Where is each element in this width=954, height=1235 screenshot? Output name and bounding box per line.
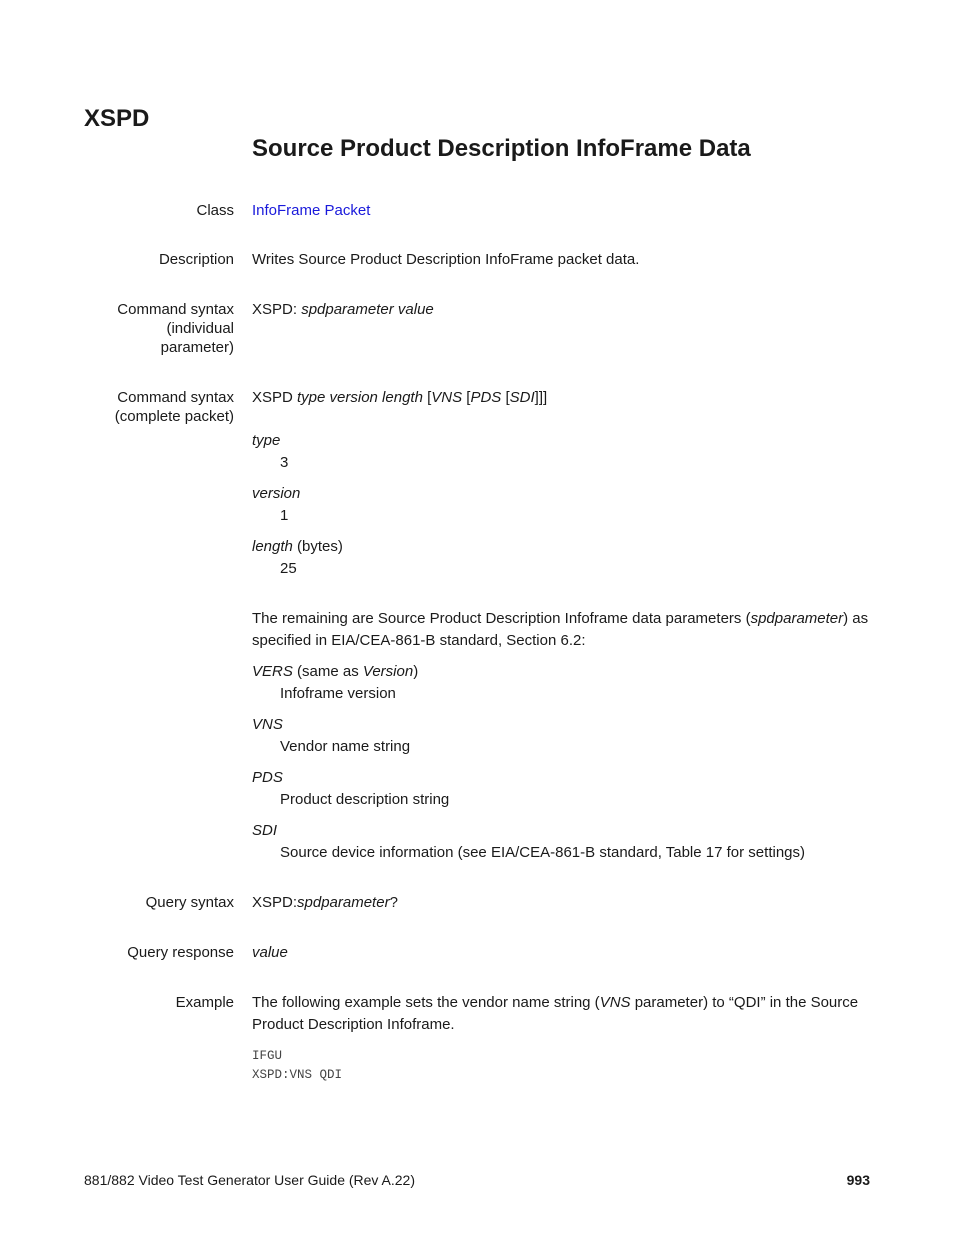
field-type — [252, 430, 872, 473]
query-syntax — [252, 892, 872, 914]
syntax-part: [ — [462, 389, 471, 406]
param-name: VNS — [252, 716, 283, 733]
syntax-part: ]]] — [534, 389, 548, 406]
syntax-part: type version length — [297, 389, 423, 406]
field-name: length — [252, 538, 293, 555]
label-line: Command syntax — [117, 389, 234, 406]
syntax-part: PDS — [470, 389, 502, 406]
field-suffix: (bytes) — [292, 538, 343, 555]
query-arg: spdparameter — [297, 894, 390, 911]
param-desc: Infoframe version — [280, 684, 396, 702]
label-query-syntax: Query syntax — [145, 894, 234, 911]
syntax-individual — [252, 299, 872, 321]
label-line: parameter) — [160, 339, 234, 356]
example-param: VNS — [599, 994, 631, 1011]
syntax-arg: spdparameter value — [301, 301, 434, 318]
remaining-post: ) as specified in EIA/CEA-861-B standard, Section 6.2: — [252, 610, 869, 649]
param-pds — [252, 767, 872, 810]
example-code — [252, 1047, 872, 1085]
param-vers — [252, 661, 872, 704]
page-title: Source Product Description InfoFrame Data — [252, 135, 751, 162]
param-mid: (same as — [292, 663, 363, 680]
example-pre: The following example sets the vendor name string ( — [252, 994, 600, 1011]
label-line: Command syntax — [117, 301, 234, 318]
class-row — [252, 200, 872, 222]
param-vns — [252, 714, 872, 757]
label-line: (complete packet) — [114, 408, 234, 425]
label-class: Class — [196, 202, 234, 219]
query-cmd: XSPD: — [252, 894, 298, 911]
query-response-value: value — [252, 944, 288, 961]
field-value: 1 — [280, 506, 289, 524]
query-end: ? — [389, 894, 398, 911]
param-name: PDS — [252, 769, 283, 786]
code-line: IFGU — [252, 1049, 283, 1063]
param-end: ) — [413, 663, 419, 680]
footer-guide-title: 881/882 Video Test Generator User Guide (Rev A.22) — [84, 1172, 416, 1188]
param-desc: Vendor name string — [280, 737, 411, 755]
class-link[interactable]: InfoFrame Packet — [252, 202, 371, 219]
syntax-cmd: XSPD: — [252, 301, 302, 318]
syntax-part: [ — [501, 389, 510, 406]
code-line: XSPD:VNS QDI — [252, 1068, 343, 1082]
label-syntax-complete — [115, 388, 234, 426]
syntax-complete — [252, 387, 872, 409]
param-alt: Version — [362, 663, 414, 680]
param-desc: Product description string — [280, 790, 450, 808]
param-sdi — [252, 820, 872, 863]
query-response — [252, 942, 872, 964]
page-number: 993 — [846, 1172, 870, 1188]
label-line: (individual — [166, 320, 234, 337]
field-value: 3 — [280, 453, 289, 471]
syntax-part: XSPD — [252, 389, 298, 406]
field-length — [252, 536, 872, 579]
field-version — [252, 483, 872, 526]
label-syntax-individual — [117, 300, 234, 357]
example-paragraph — [252, 992, 872, 1035]
syntax-part: VNS — [431, 389, 463, 406]
remaining-pre: The remaining are Source Product Description Infoframe data parameters ( — [252, 610, 751, 627]
field-name: type — [252, 432, 281, 449]
param-name: VERS — [252, 663, 293, 680]
field-value: 25 — [280, 559, 297, 577]
syntax-part: SDI — [509, 389, 535, 406]
label-query-response: Query response — [127, 944, 234, 961]
label-example: Example — [175, 994, 234, 1011]
remaining-param: spdparameter — [750, 610, 844, 627]
remaining-paragraph — [252, 608, 872, 651]
label-description: Description — [158, 251, 234, 268]
field-name: version — [252, 485, 301, 502]
description-text: Writes Source Product Description InfoFrame packet data. — [252, 251, 640, 268]
command-heading: XSPD — [84, 105, 150, 132]
param-desc: Source device information (see EIA/CEA-861-B standard, Table 17 for settings) — [280, 843, 805, 861]
syntax-part: [ — [422, 389, 432, 406]
param-name: SDI — [252, 822, 278, 839]
example-post: parameter) to “QDI” in the Source Product Description Infoframe. — [252, 994, 859, 1033]
